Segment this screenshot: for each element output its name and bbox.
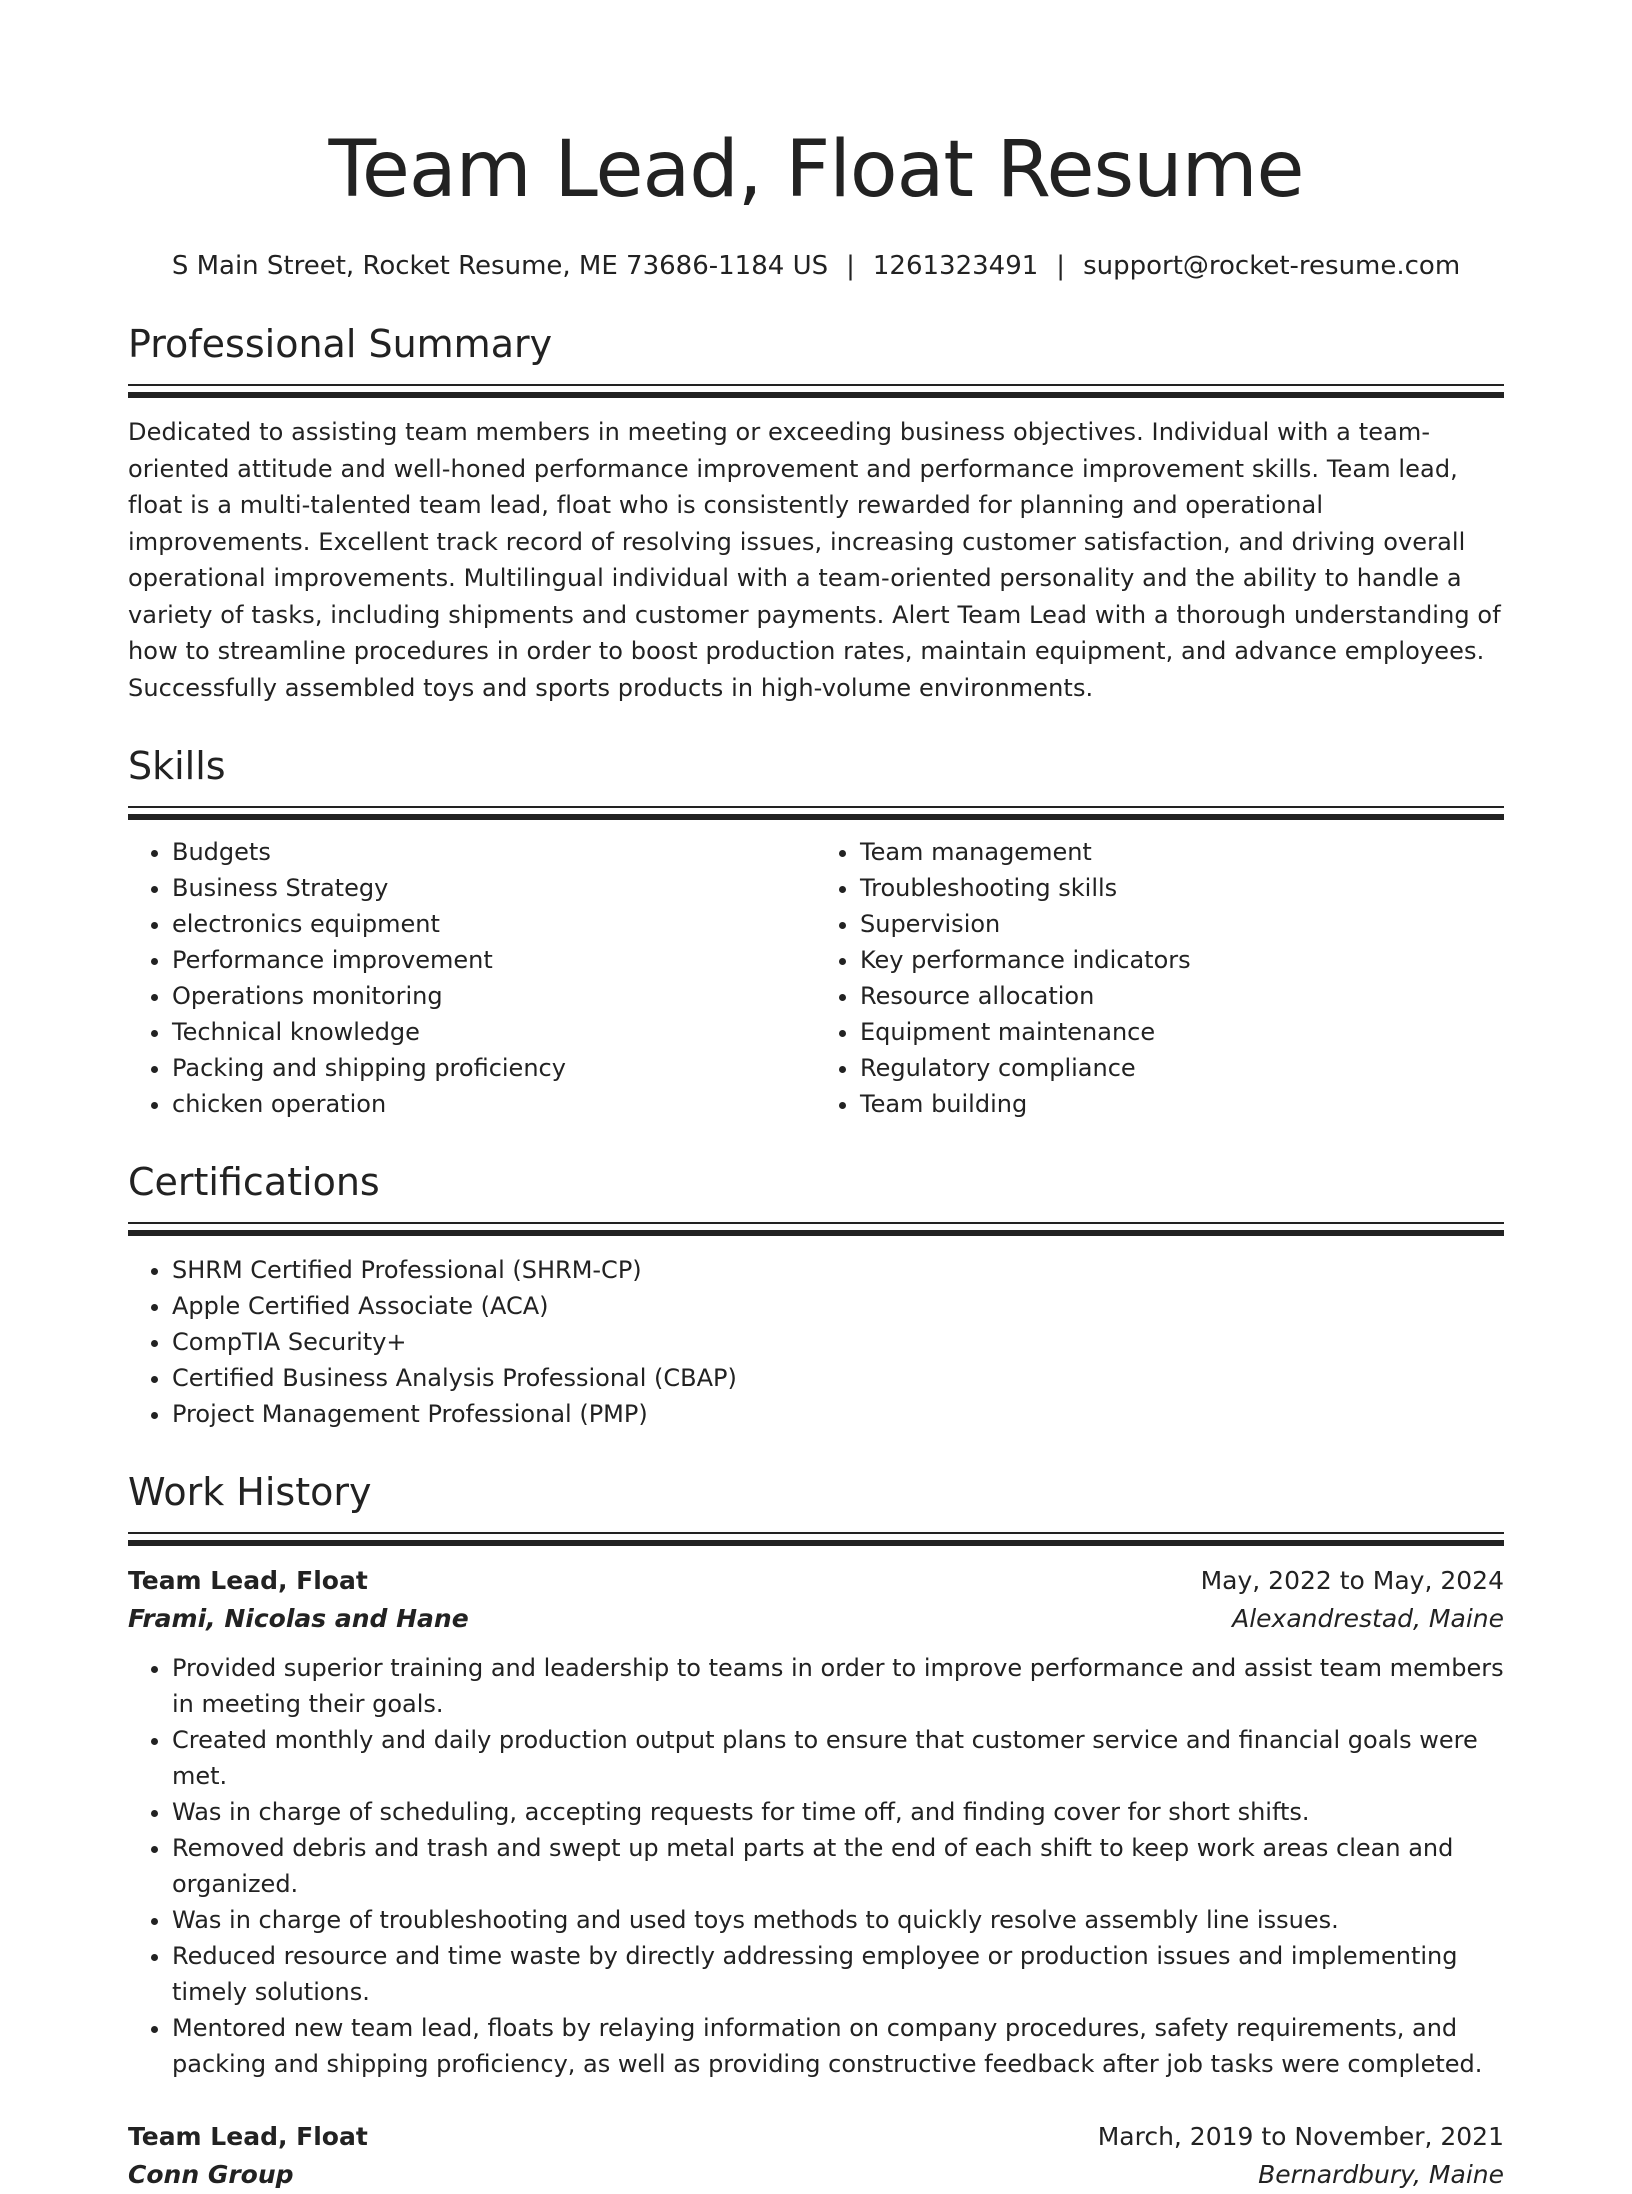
section-title: Certifications <box>128 1160 380 1204</box>
contact-phone: 1261323491 <box>872 251 1039 281</box>
certification-item: • CompTIA Security+ <box>172 1324 1504 1360</box>
skill-item: • electronics equipment <box>172 906 816 942</box>
skill-item: • Equipment maintenance <box>860 1014 1504 1050</box>
skill-item: • Key performance indicators <box>860 942 1504 978</box>
certification-item: • Apple Certified Associate (ACA) <box>172 1288 1504 1324</box>
skills-left-list <box>128 834 816 1122</box>
contact-separator: | <box>1056 251 1066 281</box>
job-bullet: • Was in charge of troubleshooting and used toys methods to quickly resolve assembly line issues. <box>172 1902 1504 1938</box>
skill-item: • Troubleshooting skills <box>860 870 1504 906</box>
job-bullet: • Created monthly and daily production output plans to ensure that customer service and financial goals were met. <box>172 1722 1504 1794</box>
skills-right-list <box>816 834 1504 1122</box>
job-dates: March, 2019 to November, 2021 <box>1097 2122 1504 2151</box>
certification-item: • Certified Business Analysis Professional (CBAP) <box>172 1360 1504 1396</box>
section-divider <box>128 1222 1504 1236</box>
section-title: Professional Summary <box>128 322 553 366</box>
skill-item: • Performance improvement <box>172 942 816 978</box>
skill-item: • Budgets <box>172 834 816 870</box>
section-divider <box>128 806 1504 820</box>
job-bullet: • Was in charge of scheduling, accepting requests for time off, and finding cover for short shifts. <box>172 1794 1504 1830</box>
job-company: Conn Group <box>128 2160 294 2189</box>
skills-columns <box>128 834 1504 1122</box>
skill-item: • Technical knowledge <box>172 1014 816 1050</box>
skill-item: • Business Strategy <box>172 870 816 906</box>
skill-item: • Operations monitoring <box>172 978 816 1014</box>
job-location: Bernardbury, Maine <box>1258 2160 1504 2189</box>
job-company: Frami, Nicolas and Hane <box>128 1604 469 1633</box>
certification-item: • Project Management Professional (PMP) <box>172 1396 1504 1432</box>
skill-item: • Resource allocation <box>860 978 1504 1014</box>
job-bullets <box>128 1650 1504 2082</box>
professional-summary-section <box>128 320 1504 706</box>
contact-line <box>128 248 1504 284</box>
skill-item: • Packing and shipping proficiency <box>172 1050 816 1086</box>
contact-email: support@rocket-resume.com <box>1083 251 1461 281</box>
skill-item: • Supervision <box>860 906 1504 942</box>
job-location: Alexandrestad, Maine <box>1232 1604 1504 1633</box>
work-history-section <box>128 1468 1504 2194</box>
job-subheader-row <box>128 2156 1504 2194</box>
job-header-row <box>128 2118 1504 2156</box>
certification-item: • SHRM Certified Professional (SHRM-CP) <box>172 1252 1504 1288</box>
certifications-list <box>128 1252 1504 1432</box>
job-subheader-row <box>128 1600 1504 1638</box>
skill-item: • chicken operation <box>172 1086 816 1122</box>
job-bullet: • Provided superior training and leadership to teams in order to improve performance and assist team members in meeting their goals. <box>172 1650 1504 1722</box>
contact-address: S Main Street, Rocket Resume, ME 73686-1184 US <box>171 251 829 281</box>
skills-section <box>128 742 1504 1122</box>
section-title: Skills <box>128 744 226 788</box>
skill-item: • Regulatory compliance <box>860 1050 1504 1086</box>
job-bullet: • Reduced resource and time waste by directly addressing employee or production issues and implementing timely solutions. <box>172 1938 1504 2010</box>
section-divider <box>128 384 1504 398</box>
job-header-row <box>128 1562 1504 1600</box>
contact-separator: | <box>846 251 855 281</box>
job-bullet: • Mentored new team lead, floats by relaying information on company procedures, safety requirements, and packing and shipping proficiency, as well as providing constructive feedback after job tasks were completed. <box>172 2010 1504 2082</box>
resume-title: Team Lead, Float Resume <box>328 125 1304 215</box>
job-title: Team Lead, Float <box>128 1566 368 1595</box>
job-bullet: • Removed debris and trash and swept up metal parts at the end of each shift to keep work areas clean and organized. <box>172 1830 1504 1902</box>
job-entry <box>128 1562 1504 2082</box>
job-dates: May, 2022 to May, 2024 <box>1200 1566 1504 1595</box>
job-entry <box>128 2118 1504 2194</box>
summary-text: Dedicated to assisting team members in meeting or exceeding business objectives. Individual with a team-oriented attitude and well-honed performance improvement and performance improvement skills. Team lead, float is a multi-talented team lead, float who is consistently rewarded for planning and operational improvements. Excellent track record of resolving issues, increasing customer satisfaction, and driving overall operational improvements. Multilingual individual with a team-oriented personality and the ability to handle a variety of tasks, including shipments and customer payments. Alert Team Lead with a thorough understanding of how to streamline procedures in order to boost production rates, maintain equipment, and advance employees. Successfully assembled toys and sports products in high-volume environments. <box>128 418 1501 702</box>
job-title: Team Lead, Float <box>128 2122 368 2151</box>
skill-item: • Team building <box>860 1086 1504 1122</box>
section-title: Work History <box>128 1470 372 1514</box>
skill-item: • Team management <box>860 834 1504 870</box>
certifications-section <box>128 1158 1504 1432</box>
section-divider <box>128 1532 1504 1546</box>
